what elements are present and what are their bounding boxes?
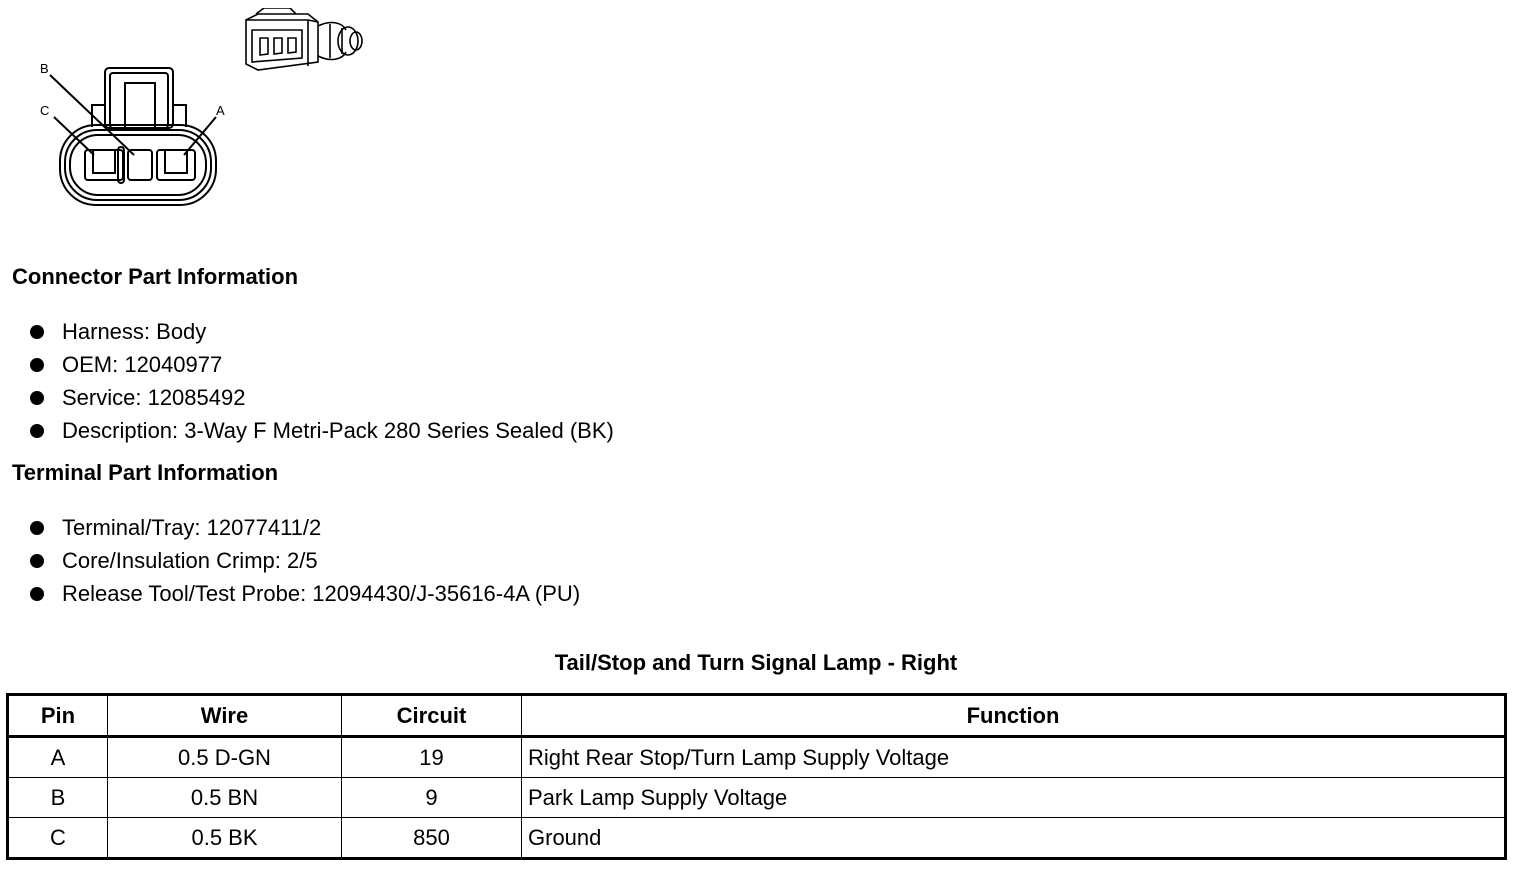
table-row — [8, 737, 1506, 778]
function-cell: Right Rear Stop/Turn Lamp Supply Voltage — [522, 737, 1506, 778]
bullet-icon — [30, 358, 44, 372]
list-item — [26, 381, 614, 414]
pin-cell: A — [8, 737, 108, 778]
connector-part-list — [26, 315, 614, 447]
crimp-text: Core/Insulation Crimp: 2/5 — [62, 548, 318, 573]
table-row — [8, 778, 1506, 818]
list-item — [26, 348, 614, 381]
pin-cell: B — [8, 778, 108, 818]
function-cell: Park Lamp Supply Voltage — [522, 778, 1506, 818]
description-text: Description: 3-Way F Metri-Pack 280 Series Sealed (BK) — [62, 418, 614, 443]
connector-part-information-heading: Connector Part Information — [12, 264, 299, 289]
harness-text: Harness: Body — [62, 319, 207, 344]
terminal-part-information-heading: Terminal Part Information — [12, 460, 279, 485]
connector-isometric-diagram — [238, 8, 368, 78]
bullet-icon — [30, 391, 44, 405]
list-item — [26, 544, 580, 577]
terminal-tray-text: Terminal/Tray: 12077411/2 — [62, 515, 322, 540]
bullet-icon — [30, 554, 44, 568]
header-circuit: Circuit — [342, 695, 522, 737]
list-item — [26, 511, 580, 544]
wire-cell: 0.5 BK — [108, 818, 342, 859]
header-wire: Wire — [108, 695, 342, 737]
release-tool-text: Release Tool/Test Probe: 12094430/J-35616-4A (PU) — [62, 581, 581, 606]
list-item — [26, 315, 614, 348]
pin-table-title: Tail/Stop and Turn Signal Lamp - Right — [554, 650, 958, 675]
bullet-icon — [30, 325, 44, 339]
circuit-cell: 9 — [342, 778, 522, 818]
connector-face-diagram — [30, 55, 230, 215]
bullet-icon — [30, 521, 44, 535]
pin-label-a: A — [216, 103, 225, 118]
pin-label-c: C — [40, 103, 50, 118]
bullet-icon — [30, 424, 44, 438]
circuit-cell: 19 — [342, 737, 522, 778]
pin-table — [6, 693, 1507, 860]
header-pin: Pin — [8, 695, 108, 737]
terminal-part-list — [26, 511, 580, 610]
table-header-row — [8, 695, 1506, 737]
list-item — [26, 414, 614, 447]
pin-cell: C — [8, 818, 108, 859]
service-text: Service: 12085492 — [62, 385, 246, 410]
wire-cell: 0.5 BN — [108, 778, 342, 818]
table-row — [8, 818, 1506, 859]
header-function: Function — [522, 695, 1506, 737]
wire-cell: 0.5 D-GN — [108, 737, 342, 778]
pin-label-b: B — [40, 61, 49, 76]
bullet-icon — [30, 587, 44, 601]
function-cell: Ground — [522, 818, 1506, 859]
oem-text: OEM: 12040977 — [62, 352, 223, 377]
list-item — [26, 577, 580, 610]
circuit-cell: 850 — [342, 818, 522, 859]
